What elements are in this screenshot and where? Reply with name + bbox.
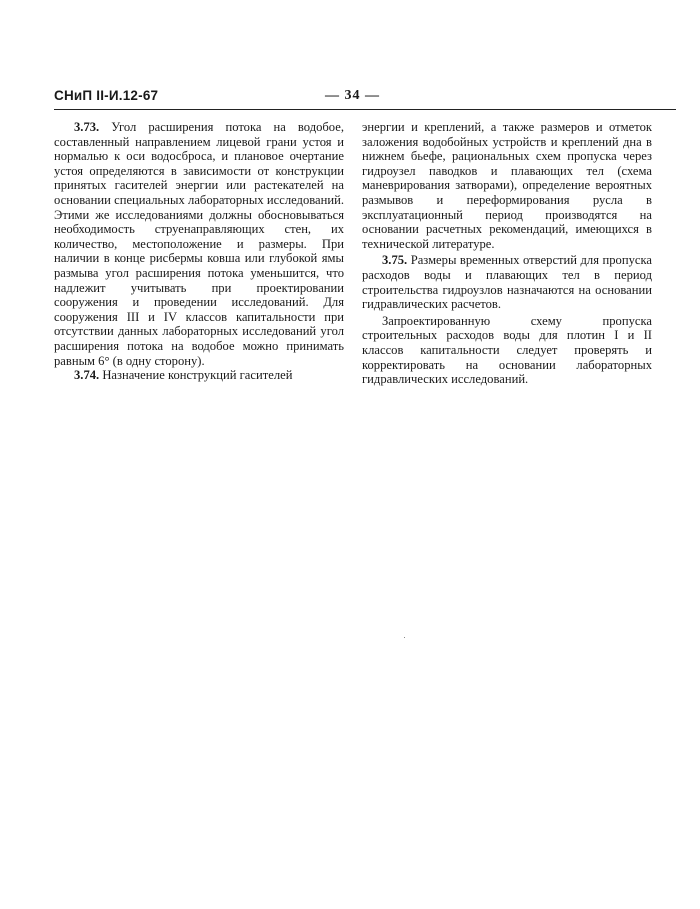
paragraph-text: Размеры временных отверстий для пропуска расходов воды и плавающих тел в период строительства гидроузлов назначаются на основании гидравлических расчетов. — [362, 253, 652, 312]
page-header — [54, 88, 676, 108]
clause-number: 3.74. — [74, 368, 100, 383]
scan-speck — [404, 637, 405, 638]
clause-number: 3.75. — [382, 253, 408, 268]
paragraph-3-73 — [54, 120, 344, 368]
clause-number: 3.73. — [74, 120, 100, 134]
paragraph-text: Назначение конструкций гасителей — [99, 368, 293, 383]
header-divider — [54, 109, 676, 110]
left-column — [54, 120, 344, 383]
paragraph-text: Угол расширения потока на водобое, составленный направлением лицевой грани устоя и нормалью к оси водосброса, и плановое очертание устоя определяются в зависимости от конструкции принятых гасителей энергии или растекателей на основании специальных лабораторных исследований. Этими же исследованиями должны обосновываться необходимость струенаправляющих стен, их количество, местоположение и размеры. При наличии в конце рисбермы ковша или глубокой ямы размыва угол расширения потока уменьшится, что надлежит учитывать при проектировании сооружения и проведении исследований. Для сооружения III и IV классов капитальности при отсутствии данных лабораторных исследований угол расширения потока на водобое можно принимать равным 6° (в одну сторону). — [54, 120, 344, 368]
paragraph-text: энергии и креплений, а также размеров и отметок заложения водобойных устройств и креплений дна в нижнем бьефе, рациональных схем пропуска через гидроузел паводков и плавающих тел (схема маневрирования затворами), определение вероятных размывов и переформирования русла в эксплуатационный период производятся на основании расчетных рекомендаций, имеющихся в технической литературе. — [362, 120, 652, 251]
page-number: — 34 — — [325, 88, 380, 103]
paragraph-3-75 — [362, 253, 652, 311]
right-column — [362, 120, 652, 387]
paragraph-3-74-continued — [362, 120, 652, 251]
document-code: СНиП II-И.12-67 — [54, 88, 159, 103]
paragraph-3-74 — [54, 368, 344, 383]
paragraph-3-75-continued — [362, 314, 652, 387]
paragraph-text: Запроектированную схему пропуска строительных расходов воды для плотин I и II классов капитальности следует проверять и корректировать на основании лабораторных гидравлических исследований. — [362, 313, 652, 387]
